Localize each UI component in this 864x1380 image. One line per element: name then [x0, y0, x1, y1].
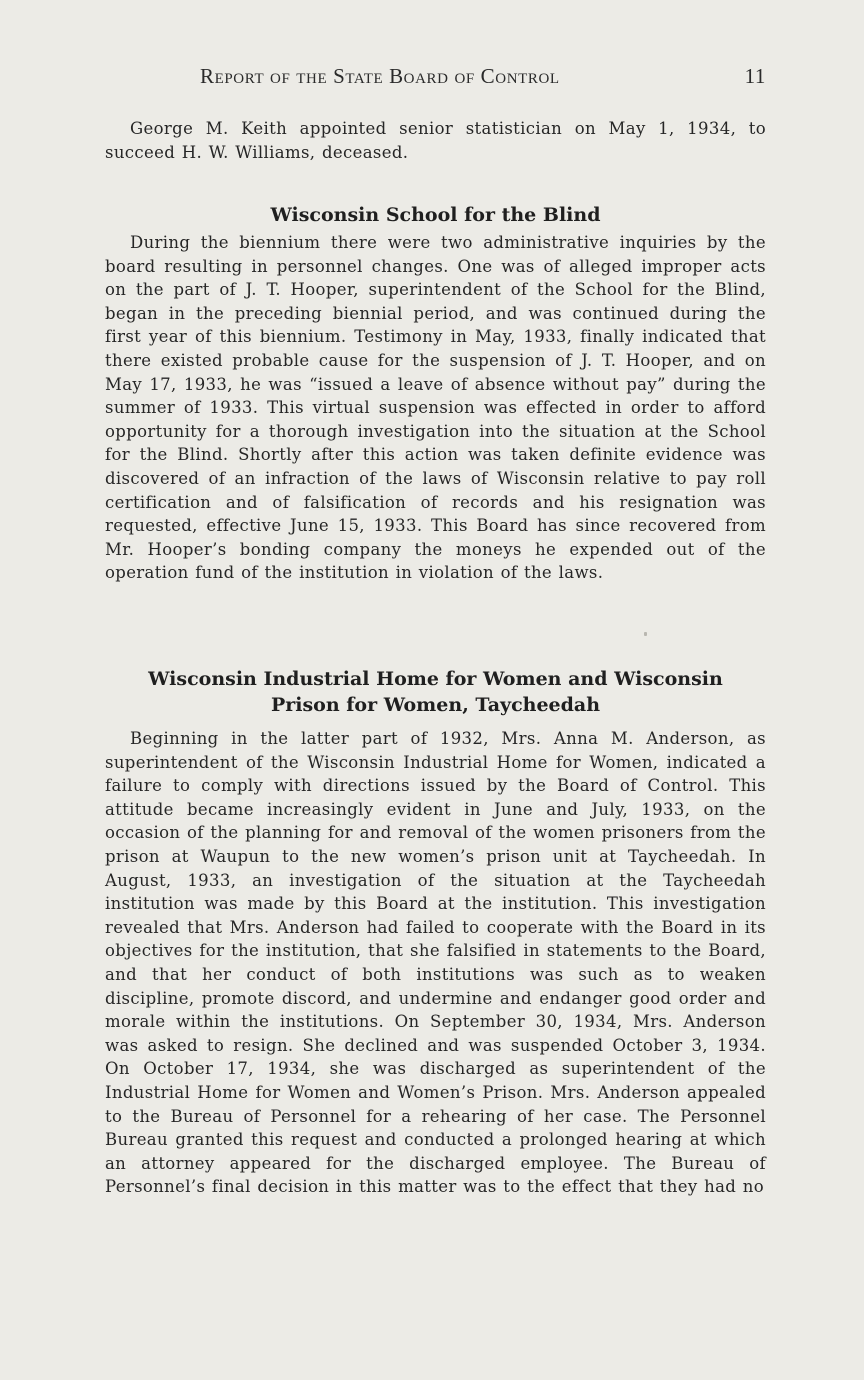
- heading-industrial-home-line-1: Wisconsin Industrial Home for Women and Wisconsin: [148, 668, 723, 690]
- print-speck: [644, 632, 647, 636]
- running-head: [200, 64, 766, 94]
- heading-industrial-home-line-2: Prison for Women, Taycheedah: [270, 694, 601, 716]
- running-head-title: Report of the State Board of Control: [200, 64, 560, 88]
- heading-school-for-the-blind: Wisconsin School for the Blind: [270, 204, 601, 226]
- paragraph-intro: George M. Keith appointed senior statistician on May 1, 1934, to succeed H. W. Williams, deceased.: [105, 119, 766, 162]
- page-number: 11: [744, 64, 766, 88]
- paragraph-school-for-the-blind: During the biennium there were two administrative inquiries by the board resulting in personnel changes. One was of alleged improper acts on the part of J. T. Hooper, superintendent of the School for the Blind, began in the preceding biennial period, and was continued during the first year of this biennium. Testimony in May, 1933, finally indicated that there existed probable cause for the suspension of J. T. Hooper, and on May 17, 1933, he was “issued a leave of absence without pay” during the summer of 1933. This virtual suspension was effected in order to afford opportunity for a thorough investigation into the situation at the School for the Blind. Shortly after this action was taken definite evidence was discovered of an infraction of the laws of Wisconsin relative to pay roll certification and of falsification of records and his resignation was requested, effective June 15, 1933. This Board has since recovered from Mr. Hooper’s bonding company the moneys he expended out of the operation fund of the institution in violation of the laws.: [105, 233, 766, 583]
- paragraph-industrial-home: Beginning in the latter part of 1932, Mrs. Anna M. Anderson, as superintendent of the Wisconsin Industrial Home for Women, indicated a failure to comply with directions issued by the Board of Control. This attitude became increasingly evident in June and July, 1933, on the occasion of the planning for and removal of the women prisoners from the prison at Waupun to the new women’s prison unit at Taycheedah. In August, 1933, an investigation of the situation at the Taycheedah institution was made by this Board at the institution. This investigation revealed that Mrs. Anderson had failed to cooperate with the Board in its objectives for the institution, that she falsified in statements to the Board, and that her conduct of both institutions was such as to weaken discipline, promote discord, and undermine and endanger good order and morale within the institutions. On September 30, 1934, Mrs. Anderson was asked to resign. She declined and was suspended October 3, 1934. On October 17, 1934, she was discharged as superintendent of the Industrial Home for Women and Women’s Prison. Mrs. Anderson appealed to the Bureau of Personnel for a rehearing of her case. The Personnel Bureau granted this request and conducted a prolonged hearing at which an attorney appeared for the discharged employee. The Bureau of Personnel’s final decision in this matter was to the effect that they had no: [105, 729, 766, 1197]
